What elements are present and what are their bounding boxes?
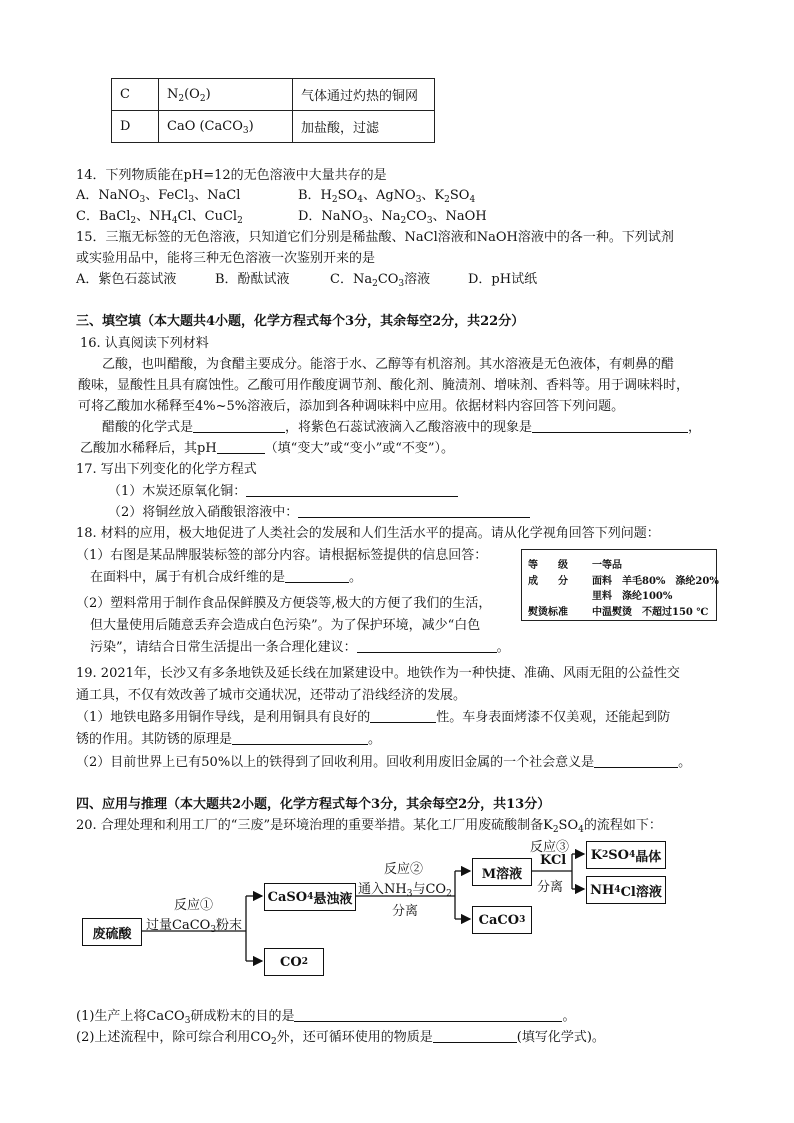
q19-line2: 通工具，不仅有效改善了城市交通状况，还带动了沿线经济的发展。 xyxy=(76,688,467,703)
box-caso4-suspension: CaSO 4 悬浊液 xyxy=(264,883,356,911)
label-grade-key: 等 级 xyxy=(528,560,568,571)
box-co2: CO 2 xyxy=(264,948,324,976)
q17-sub2-text: （2）将铜丝放入硝酸银溶液中： xyxy=(108,505,299,520)
q18-sub1-line1: （1）右图是某品牌服装标签的部分内容。请根据标签提供的信息回答： xyxy=(76,548,488,563)
q20-sub2 xyxy=(76,1026,605,1045)
q14-stem: 14．下列物质能在pH=12的无色溶液中大量共存的是 xyxy=(76,168,387,183)
section4-title: 四、应用与推理（本大题共2小题，化学方程式每个3分，其余每空2分，共13分） xyxy=(76,797,551,812)
q16-para-line1: 乙酸，也叫醋酸，为食醋主要成分。能溶于水、乙醇等有机溶剂。其水溶液是无色液体，有刺鼻的醋 xyxy=(102,357,675,372)
flow-reaction3-reagent: KCl xyxy=(540,853,567,868)
q15-option-a: A．紫色石蕊试液 xyxy=(76,272,177,287)
table-cell-option: C xyxy=(112,79,159,111)
label-composition-value2: 里料 涤纶100% xyxy=(592,591,673,602)
q18-sub2-end: 。 xyxy=(496,640,510,655)
box-caco3: CaCO 3 xyxy=(472,906,532,934)
q18-sub1-end: 。 xyxy=(349,570,363,585)
flow-separation1: 分离 xyxy=(392,904,419,919)
q16-q1-text-b: ，将紫色石蕊试液滴入乙酸溶液中的现象是 xyxy=(285,420,533,435)
q15-option-c: C．$Na_2CO_3$溶液 xyxy=(330,272,431,289)
label-grade-value: 一等品 xyxy=(592,560,622,571)
q18-head: 18. 材料的应用，极大地促进了人类社会的发展和人们生活水平的提高。请从化学视角回答下列问题： xyxy=(76,526,660,541)
q20-head: 20. 合理处理和利用工厂的“三废”是环境治理的重要举措。某化工厂用废硫酸制备$K_2SO_4$的流程如下： xyxy=(76,818,662,835)
table-cell-method: 加盐酸，过滤 xyxy=(293,111,435,143)
q15-stem-line1: 15．三瓶无标签的无色溶液，只知道它们分别是稀盐酸、NaCl溶液和NaOH溶液中的各一种。下列试剂 xyxy=(76,230,674,245)
q19-sub1-text-b: 性。车身表面烤漆不仅美观，还能起到防 xyxy=(436,710,671,725)
q20-sub1-end: 。 xyxy=(562,1009,576,1024)
box-waste-sulfuric-acid: 废硫酸 xyxy=(82,918,142,946)
q16-q1-text-c: ， xyxy=(688,420,702,435)
q15-stem-line2: 或实验用品中，能将三种无色溶液一次鉴别开来的是 xyxy=(76,251,376,266)
q20-sub1-text: (1)生产上将CaCO$_3$研成粉末的目的是 xyxy=(76,1009,295,1026)
box-nh4cl-solution: NH 4 Cl溶液 xyxy=(586,876,666,904)
q16-para-line2: 酸味，显酸性且具有腐蚀性。乙酸可用作酸度调节剂、酸化剂、腌渍剂、增味剂、香料等。用于调味料时， xyxy=(78,378,690,393)
answer-blank[interactable] xyxy=(433,1029,517,1043)
q14-option-b: B．$H_2SO_4$、AgNO$_3$、$K_2SO_4$ xyxy=(298,188,476,205)
q19-sub1-text-c: 锈的作用。其防锈的原理是 xyxy=(76,732,233,747)
q18-sub2-line1: （2）塑料常用于制作食品保鲜膜及方便袋等,极大的方便了我们的生活， xyxy=(76,596,492,611)
q16-head: 16. 认真阅读下列材料 xyxy=(80,336,209,351)
label-ironing-key: 熨烫标准 xyxy=(528,607,568,618)
flow-reaction3-label: 反应③ xyxy=(530,840,570,855)
flow-reaction2-reagent: 通入$NH_3$与$CO_2$ xyxy=(358,882,452,899)
q19-sub2-text: （2）目前世界上已有50%以上的铁得到了回收利用。回收利用废旧金属的一个社会意义是 xyxy=(76,755,595,770)
q19-sub2-end: 。 xyxy=(678,755,692,770)
label-composition-value1: 面料 羊毛80% 涤纶20% xyxy=(592,576,719,587)
q16-q2-text-b: （填“变大”或“变小”或“不变”）。 xyxy=(264,441,455,456)
label-composition-key: 成 分 xyxy=(528,576,568,587)
flow-reaction1-label: 反应① xyxy=(174,898,214,913)
box-m-solution: M溶液 xyxy=(472,858,532,886)
q18-sub2-text: 污染”，请结合日常生活提出一条合理化建议： xyxy=(90,640,357,655)
q17-sub1-text: （1）木炭还原氧化铜： xyxy=(108,484,247,499)
flow-reaction1-reagent: 过量CaCO$_3$粉末 xyxy=(146,918,243,935)
table-cell-method: 气体通过灼热的铜网 xyxy=(293,79,435,111)
q20-sub2-end: (填写化学式)。 xyxy=(516,1030,605,1045)
q16-q2-text-a: 乙酸加水稀释后，其pH xyxy=(80,441,217,456)
q14-option-d: D．NaNO$_3$、$Na_2CO_3$、NaOH xyxy=(298,209,487,226)
q19-sub1-text-a: （1）地铁电路多用铜作导线，是利用铜具有良好的 xyxy=(76,710,371,725)
table-cell-option: D xyxy=(112,111,159,143)
q14-option-a: A．NaNO$_3$、FeCl$_3$、NaCl xyxy=(76,188,241,205)
q18-sub1-text: 在面料中，属于有机合成纤维的是 xyxy=(90,570,286,585)
q14-option-c: C．BaCl$_2$、$NH_4Cl$、CuCl$_2$ xyxy=(76,209,243,226)
q17-head: 17. 写出下列变化的化学方程式 xyxy=(76,462,257,477)
label-ironing-value: 中温熨烫 不超过150 ℃ xyxy=(592,607,709,618)
section3-title: 三、填空填（本大题共4小题，化学方程式每个3分，其余每空2分，共22分） xyxy=(76,314,525,329)
flow-separation2: 分离 xyxy=(537,880,564,895)
flow-reaction2-label: 反应② xyxy=(384,862,424,877)
table-cell-substance: CaO (CaCO$_3$) xyxy=(159,111,293,143)
q18-sub2-line2: 但大量使用后随意丢弃会造成白色污染”。为了保护环境，减少“白色 xyxy=(90,618,481,633)
q15-option-b: B．酚酞试液 xyxy=(215,272,290,287)
q20-sub2-text: (2)上述流程中，除可综合利用$CO_2$外，还可循环使用的物质是 xyxy=(76,1030,433,1047)
box-k2so4-crystal: K 2 SO 4 晶体 xyxy=(586,841,666,869)
q16-q1-text-a: 醋酸的化学式是 xyxy=(102,420,194,435)
q19-line1: 19. 2021年，长沙又有多条地铁及延长线在加紧建设中。地铁作为一种快捷、准确、风雨无阻的公益性交 xyxy=(76,666,680,681)
q20-sub1 xyxy=(76,1005,575,1024)
table-cell-substance: $N_2(O_2)$ xyxy=(159,79,293,111)
answer-blank[interactable] xyxy=(294,1008,562,1022)
q15-option-d: D．pH试纸 xyxy=(468,272,538,287)
q16-para-line3: 可将乙酸加水稀释至4%~5%溶液后，添加到各种调味料中应用。依据材料内容回答下列问题。 xyxy=(78,399,625,414)
q19-sub1-end: 。 xyxy=(368,732,382,747)
